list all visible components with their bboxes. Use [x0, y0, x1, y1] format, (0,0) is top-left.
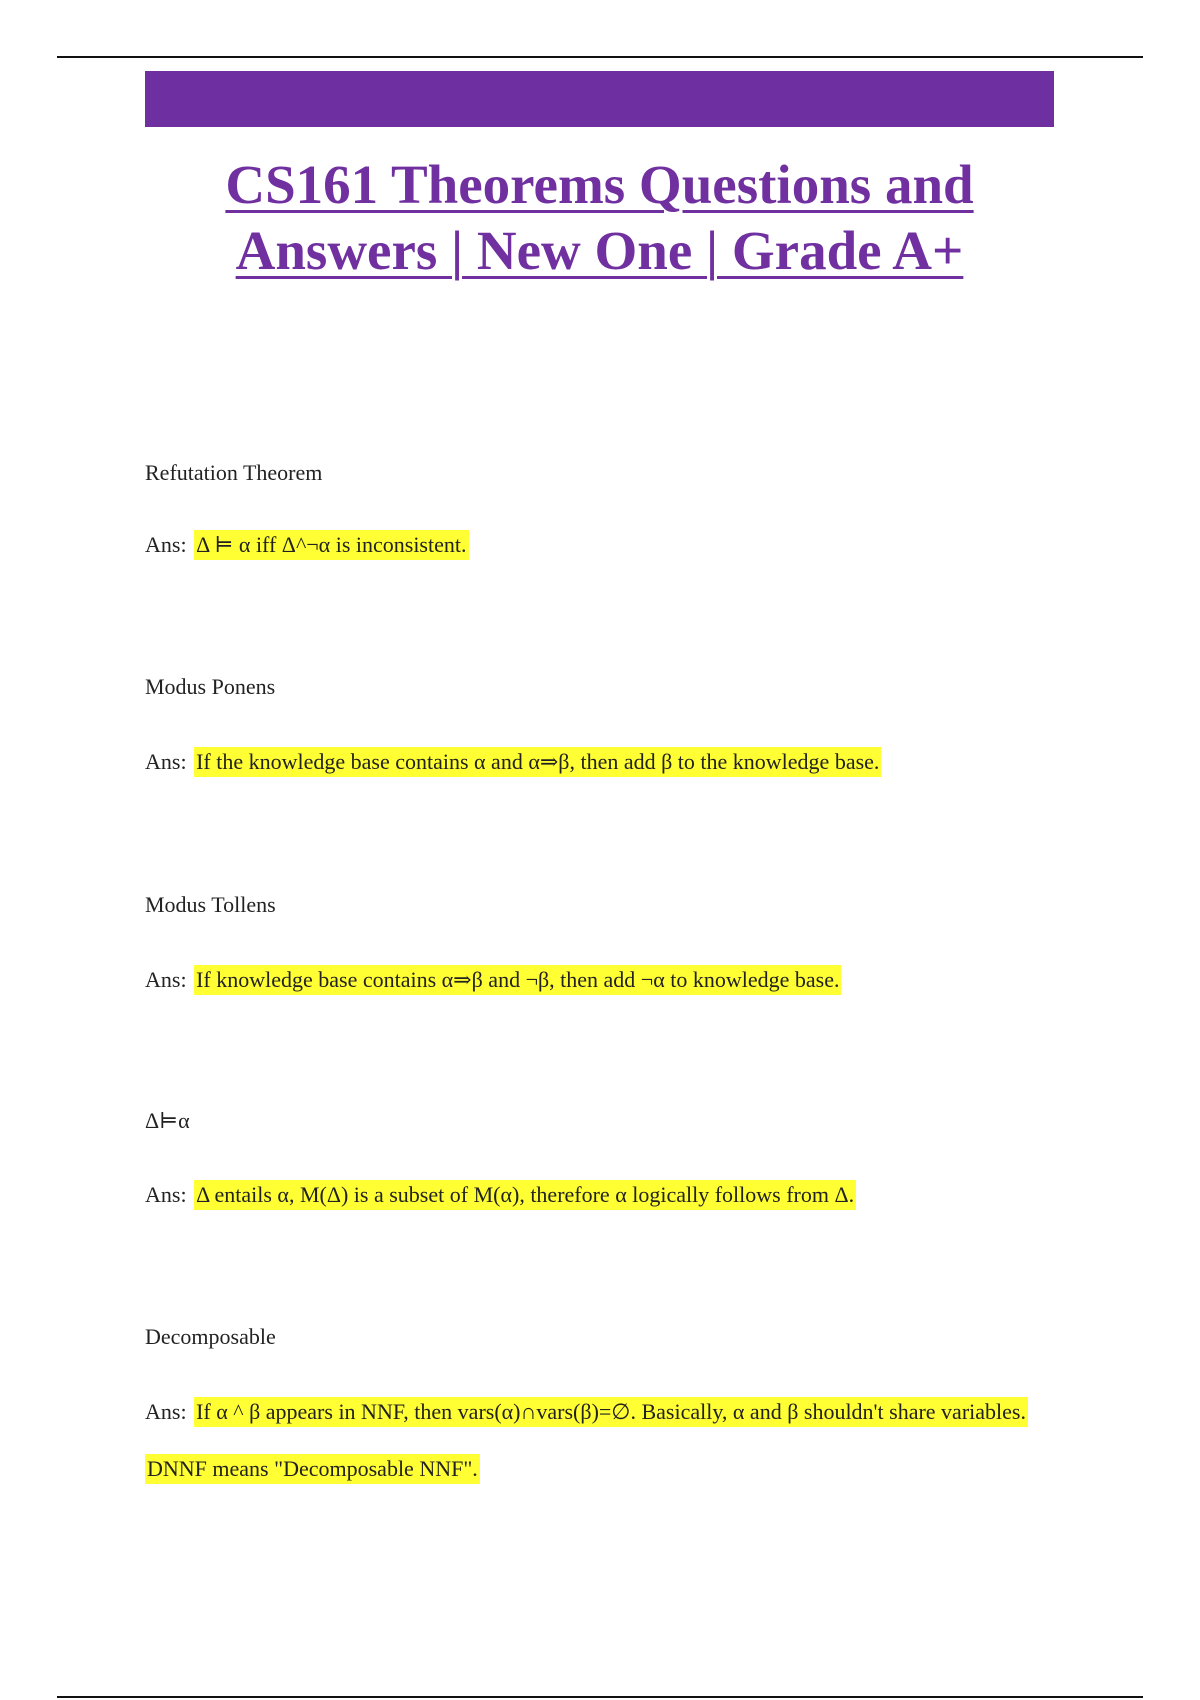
answer-text: Δ ⊨ α iff Δ^¬α is inconsistent. [194, 530, 468, 560]
question-text: Modus Tollens [145, 892, 276, 917]
qa-item-entailment [145, 1108, 1065, 1223]
qa-item-modus-ponens [145, 674, 1065, 790]
question-text: Decomposable [145, 1324, 276, 1349]
top-rule [57, 56, 1143, 58]
qa-item-modus-tollens [145, 892, 1065, 1008]
answer-label: Ans: [145, 1399, 187, 1424]
answer-line [145, 1166, 1065, 1223]
question-text: Modus Ponens [145, 674, 276, 699]
bottom-rule [57, 1696, 1143, 1698]
answer-text: If knowledge base contains α⇒β and ¬β, then add ¬α to knowledge base. [194, 965, 841, 995]
answer-label: Ans: [145, 749, 187, 774]
answer-line [145, 1383, 1065, 1497]
answer-label: Ans: [145, 532, 187, 557]
answer-line [145, 733, 1065, 790]
qa-item-refutation-theorem [145, 460, 1065, 573]
question-text: Refutation Theorem [145, 460, 323, 485]
answer-label: Ans: [145, 967, 187, 992]
title-banner [145, 71, 1054, 127]
answer-label: Ans: [145, 1182, 187, 1207]
document-title [145, 152, 1054, 284]
answer-line [145, 516, 1065, 573]
answer-line [145, 951, 1065, 1008]
qa-item-decomposable [145, 1324, 1065, 1497]
document-title-text: CS161 Theorems Questions and Answers | New One | Grade A+ [225, 154, 974, 281]
answer-text: If the knowledge base contains α and α⇒β, then add β to the knowledge base. [194, 747, 881, 777]
question-text: Δ⊨α [145, 1108, 190, 1133]
answer-text: If α ^ β appears in NNF, then vars(α)∩vars(β)=∅. Basically, α and β shouldn't share variables. DNNF means "Decomposable NNF". [145, 1397, 1028, 1484]
answer-text: Δ entails α, M(Δ) is a subset of M(α), therefore α logically follows from Δ. [194, 1180, 856, 1210]
